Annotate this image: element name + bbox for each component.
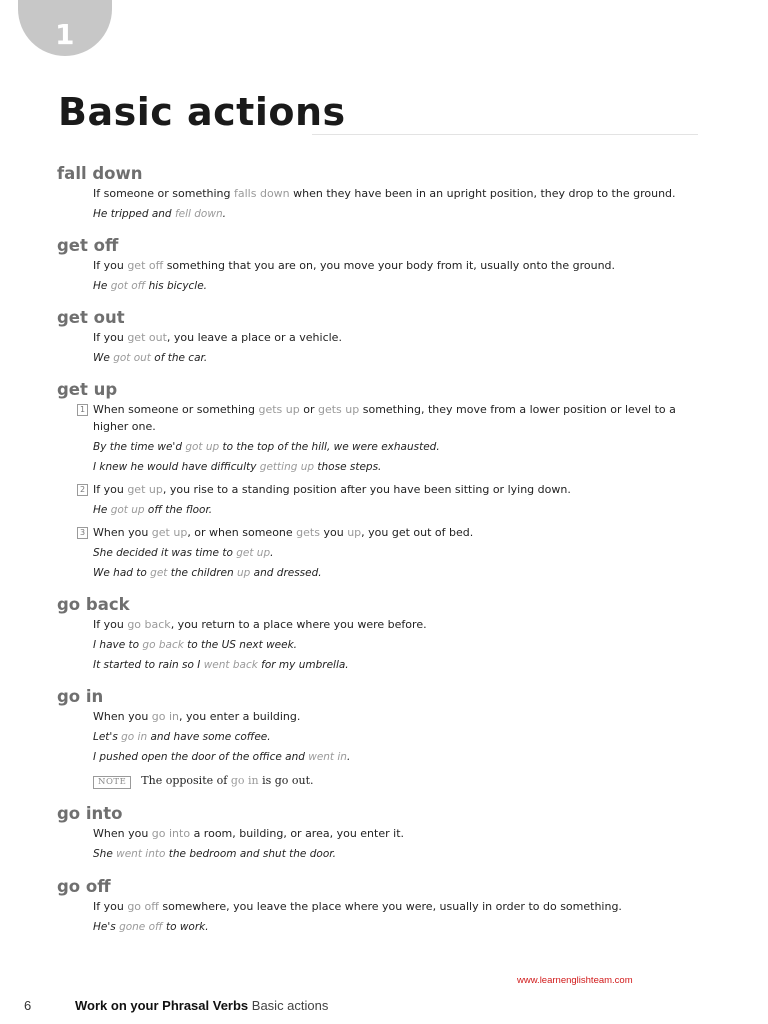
definition: If you go off somewhere, you leave the place where you were, usually in order to do something.	[93, 900, 622, 913]
example: We had to get the children up and dressed.	[93, 567, 322, 579]
entry-get-out	[57, 307, 707, 366]
example: I have to go back to the US next week.	[93, 639, 297, 651]
example: He got up off the floor.	[93, 504, 213, 516]
entry-go-back	[57, 594, 707, 673]
example: He's gone off to work.	[93, 921, 209, 933]
headword: go off	[57, 877, 111, 896]
example: By the time we'd got up to the top of the hill, we were exhausted.	[93, 441, 440, 453]
book-title: Work on your Phrasal Verbs	[75, 998, 249, 1013]
entry-get-off	[57, 235, 707, 294]
headword: get out	[57, 308, 125, 327]
sense-number-badge: 2	[77, 484, 88, 496]
entry-go-off	[57, 876, 707, 935]
headword: go back	[57, 595, 130, 614]
entry-go-into	[57, 803, 707, 862]
watermark-url: www.learnenglishteam.com	[517, 975, 633, 986]
definition: If you get off something that you are on, you move your body from it, usually onto the ground.	[93, 259, 616, 272]
headword: go in	[57, 687, 104, 706]
footer-section: Basic actions	[251, 998, 329, 1013]
page-title: Basic actions	[58, 90, 346, 134]
headword: fall down	[57, 164, 143, 183]
example: I knew he would have difficulty getting up those steps.	[93, 461, 382, 473]
running-footer	[75, 998, 328, 1013]
definition: If someone or something falls down when they have been in an upright position, they drop to the ground.	[93, 187, 676, 200]
entry-go-in	[57, 686, 707, 789]
example: He got off his bicycle.	[93, 280, 208, 292]
example: We got out of the car.	[93, 352, 208, 364]
entries-list	[57, 163, 707, 935]
example: She went into the bedroom and shut the door.	[93, 848, 336, 860]
example: She decided it was time to get up.	[93, 547, 274, 559]
definition: If you go back, you return to a place where you were before.	[93, 618, 427, 631]
sense-3: 3 When you get up, or when someone gets you up, you get out of bed.	[93, 524, 707, 541]
sense-1: 1 When someone or something gets up or gets up something, they move from a lower position or level to a higher one.	[93, 401, 707, 435]
headword: get up	[57, 380, 118, 399]
headword: get off	[57, 236, 119, 255]
sense-number-badge: 1	[77, 404, 88, 416]
unit-number: 1	[55, 18, 75, 51]
note: NOTE The opposite of go in is go out.	[93, 774, 707, 789]
note-badge: NOTE	[93, 776, 131, 789]
headword: go into	[57, 804, 123, 823]
example: It started to rain so I went back for my umbrella.	[93, 659, 349, 671]
sense-number-badge: 3	[77, 527, 88, 539]
title-divider	[312, 134, 698, 135]
sense-2: 2 If you get up, you rise to a standing position after you have been sitting or lying down.	[93, 481, 707, 498]
example: I pushed open the door of the office and went in.	[93, 751, 351, 763]
example: He tripped and fell down.	[93, 208, 226, 220]
definition: When you go in, you enter a building.	[93, 710, 301, 723]
entry-get-up	[57, 379, 707, 581]
page-number: 6	[24, 998, 32, 1013]
definition: If you get out, you leave a place or a vehicle.	[93, 331, 342, 344]
example: Let's go in and have some coffee.	[93, 731, 271, 743]
entry-fall-down	[57, 163, 707, 222]
definition: When you go into a room, building, or area, you enter it.	[93, 827, 404, 840]
